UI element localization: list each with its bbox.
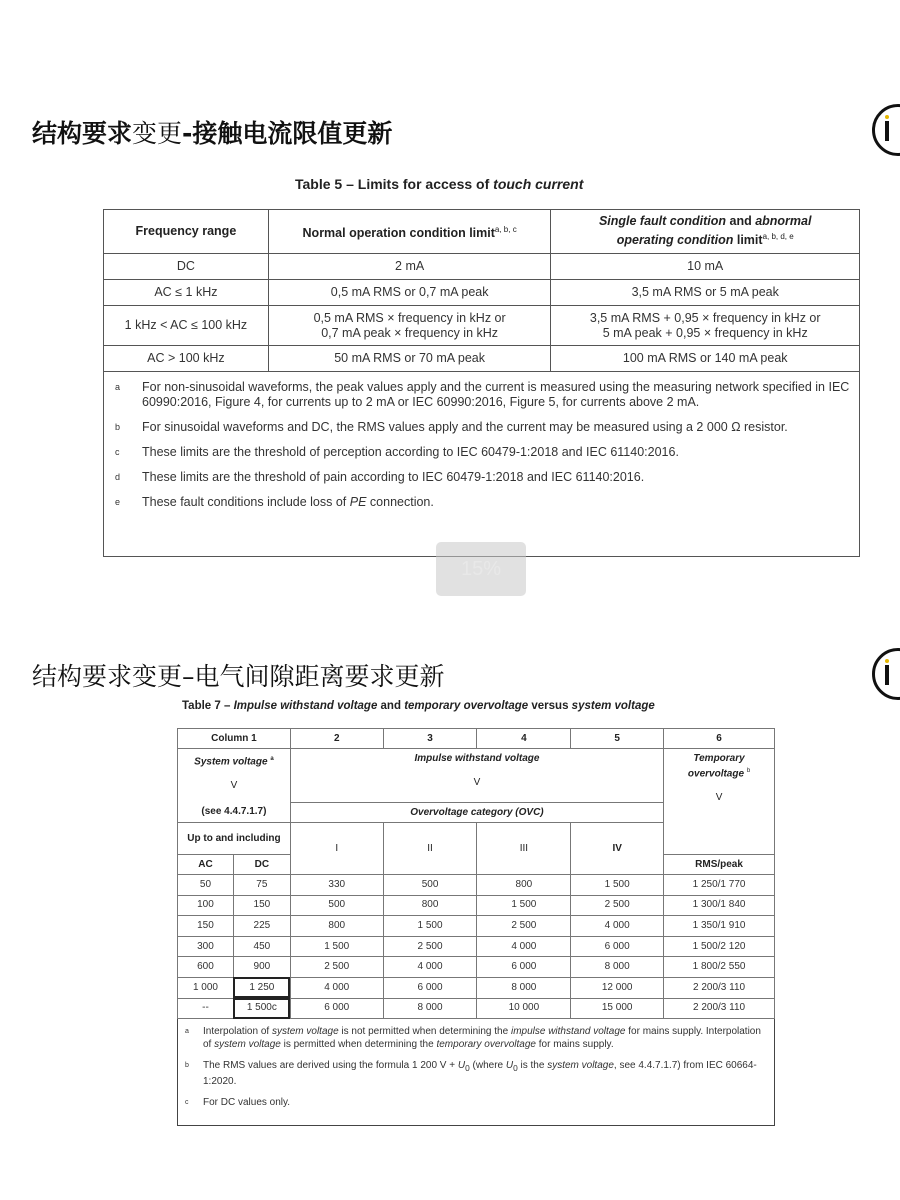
table-row — [104, 254, 860, 280]
text: and — [726, 214, 756, 229]
cell-fault — [551, 306, 860, 346]
text: is permitted when determining the — [280, 1039, 437, 1051]
footnote-a — [112, 380, 851, 410]
text: 500 — [383, 875, 477, 896]
table7-impulse-withstand-voltage — [177, 728, 775, 1126]
text: 0,5 mA RMS × frequency in kHz or — [313, 310, 506, 325]
header-ovc-iv: IV — [571, 823, 664, 875]
text: abnormal — [755, 214, 812, 229]
text: impulse withstand voltage — [510, 1026, 626, 1038]
text: e — [115, 497, 121, 507]
text: 225 — [233, 916, 290, 937]
text: Temporary overvoltage — [687, 753, 745, 780]
header-up-to-including: Up to and including — [178, 823, 291, 855]
text: These fault conditions include loss of — [142, 495, 350, 509]
header-frequency-range — [104, 210, 269, 254]
text: Overvoltage category (OVC) — [410, 806, 544, 818]
text: 8 000 — [571, 957, 664, 978]
text: 15 000 — [571, 998, 664, 1019]
text: 600 — [178, 957, 234, 978]
text: 100 — [178, 895, 234, 916]
footnote-e — [112, 495, 851, 510]
text: 4 000 — [571, 916, 664, 937]
text: Table 7 – — [182, 700, 234, 712]
text: is not permitted when determining the — [338, 1026, 511, 1038]
footnote-a — [182, 1025, 768, 1051]
text: for mains supply. — [535, 1039, 614, 1051]
table-row — [178, 875, 775, 896]
text: PE — [349, 495, 367, 509]
text: 1 800/2 550 — [664, 957, 775, 978]
text: system voltage — [271, 1026, 339, 1038]
table7-caption — [182, 700, 655, 712]
text: For DC values only. — [203, 1097, 291, 1109]
cell-fault: 100 mA RMS or 140 mA peak — [551, 346, 860, 372]
text: system voltage — [571, 700, 655, 712]
table-row — [104, 280, 860, 306]
text: 12 000 — [571, 977, 664, 998]
table-row — [104, 346, 860, 372]
text: 900 — [233, 957, 290, 978]
text: 2 500 — [477, 916, 571, 937]
table-notes — [104, 372, 860, 557]
caption-italic: touch current — [493, 176, 584, 192]
text: Frequency range — [135, 224, 237, 238]
text: For sinusoidal waveforms and DC, the RMS values apply and the current may be measured using a 2 000 Ω resistor. — [142, 420, 788, 434]
text: U — [505, 1060, 514, 1072]
text: 330 — [290, 875, 383, 896]
header-dc: DC — [233, 855, 290, 875]
header-row — [178, 749, 775, 803]
title-part: 变更 — [132, 119, 183, 148]
text: , see 4.4.7.1.7) from IEC 60664-1:2020. — [203, 1060, 757, 1088]
text: 500 — [290, 895, 383, 916]
text: 8 000 — [477, 977, 571, 998]
text: 2 500 — [383, 936, 477, 957]
table5-touch-current-limits — [103, 209, 860, 557]
header-normal-limit — [268, 210, 551, 254]
table-row — [178, 957, 775, 978]
header-ovc-i: I — [290, 823, 383, 875]
header-column-5: 5 — [571, 729, 664, 749]
table-row — [178, 895, 775, 916]
text: for mains supply. Interpolation of — [203, 1026, 761, 1051]
text: 6 000 — [383, 977, 477, 998]
header-temporary-overvoltage — [664, 749, 775, 855]
text: -- — [178, 998, 234, 1019]
header-column-3: 3 — [383, 729, 477, 749]
table-row — [178, 916, 775, 937]
text: 150 — [178, 916, 234, 937]
text: 800 — [290, 916, 383, 937]
header-system-voltage — [178, 749, 291, 803]
cell-normal: 50 mA RMS or 70 mA peak — [268, 346, 551, 372]
cell-normal: 0,5 mA RMS or 0,7 mA peak — [268, 280, 551, 306]
text: Single fault condition — [598, 214, 727, 229]
text: versus — [528, 700, 572, 712]
text: a — [115, 382, 121, 392]
text: d — [115, 472, 121, 482]
column-number-row — [178, 729, 775, 749]
table-row — [178, 998, 775, 1019]
header-ac: AC — [178, 855, 234, 875]
highlighted-cell: 1 500c — [233, 998, 290, 1019]
header-column-4: 4 — [477, 729, 571, 749]
text: limit — [733, 233, 763, 248]
cell-fault: 3,5 mA RMS or 5 mA peak — [551, 280, 860, 306]
header-ovc-iii: III — [477, 823, 571, 875]
text: 6 000 — [477, 957, 571, 978]
text: System voltage — [194, 756, 268, 768]
text: 4 000 — [383, 957, 477, 978]
text: 150 — [233, 895, 290, 916]
footnote-c — [182, 1096, 768, 1109]
text: system voltage — [214, 1039, 281, 1051]
text: 2 200/3 110 — [664, 998, 775, 1019]
text: The RMS values are derived using the formula 1 200 V + — [203, 1060, 458, 1072]
footnote-d — [112, 470, 851, 485]
title-part: 结构要求 — [32, 119, 133, 148]
logo-icon — [872, 648, 900, 700]
text: Interpolation of — [203, 1026, 272, 1038]
text: 4 000 — [290, 977, 383, 998]
text: connection. — [366, 495, 434, 509]
text: 0,7 mA peak × frequency in kHz — [321, 325, 499, 340]
text: c — [115, 447, 120, 457]
text: 1 250/1 770 — [664, 875, 775, 896]
text: 450 — [233, 936, 290, 957]
cell-normal: 2 mA — [268, 254, 551, 280]
header-rms-peak: RMS/peak — [664, 855, 775, 875]
header-see-ref: (see 4.4.7.1.7) — [178, 803, 291, 823]
table-row — [178, 936, 775, 957]
text: temporary overvoltage — [436, 1039, 536, 1051]
text: 6 000 — [571, 936, 664, 957]
text: b — [115, 422, 121, 432]
text: a — [185, 1028, 189, 1036]
text: V — [715, 792, 723, 804]
text: 1 000 — [178, 977, 234, 998]
text: 8 000 — [383, 998, 477, 1019]
table-notes — [178, 1019, 775, 1126]
text: a — [270, 756, 274, 762]
text: Normal operation condition limit — [302, 226, 495, 241]
header-ovc — [290, 803, 663, 823]
text: 300 — [178, 936, 234, 957]
text: Impulse withstand voltage — [414, 753, 540, 764]
text: is the — [517, 1060, 548, 1072]
text: 1 300/1 840 — [664, 895, 775, 916]
text: 50 — [178, 875, 234, 896]
text: 1 350/1 910 — [664, 916, 775, 937]
text: 4 000 — [477, 936, 571, 957]
text: 0 — [513, 1063, 518, 1074]
highlighted-cell: 1 250 — [233, 977, 290, 998]
section-title-clearance: 结构要求变更–电气间隙距离要求更新 — [32, 662, 445, 691]
header-impulse-withstand — [290, 749, 663, 803]
title-part: -接触电流限值更新 — [182, 119, 393, 148]
table-row — [178, 977, 775, 998]
header-column-1: Column 1 — [178, 729, 291, 749]
cell-frequency: AC ≤ 1 kHz — [104, 280, 269, 306]
table-notes-row — [104, 372, 860, 557]
caption-text: Table 5 – Limits for access of — [295, 176, 494, 192]
text: 1 500 — [290, 936, 383, 957]
table5-caption — [295, 176, 583, 192]
text: operating condition — [616, 233, 734, 248]
text: (where — [469, 1060, 506, 1072]
text: 2 500 — [571, 895, 664, 916]
header-column-2: 2 — [290, 729, 383, 749]
header-ovc-ii: II — [383, 823, 477, 875]
text: temporary overvoltage — [404, 700, 529, 712]
section-title-touch-current — [32, 114, 392, 150]
text: For non-sinusoidal waveforms, the peak values apply and the current is measured using the measuring network specified in IEC 60990:2016, Figure 4, for currents up to 2 mA or IEC 60990:2016, Figure 5, for currents above 2 mA. — [142, 380, 850, 409]
footnote-b — [182, 1059, 768, 1088]
zoom-percentage-overlay: 15% — [436, 542, 526, 596]
text: Impulse withstand voltage — [233, 700, 378, 712]
text: 10 000 — [477, 998, 571, 1019]
text: c — [185, 1099, 189, 1107]
text: These limits are the threshold of perception according to IEC 60479-1:2018 and IEC 61140:2016. — [142, 445, 679, 459]
text: b — [185, 1062, 189, 1070]
table-notes-row — [178, 1019, 775, 1126]
logo-icon — [872, 104, 900, 156]
footnote-b — [112, 420, 851, 435]
text: 5 mA peak + 0,95 × frequency in kHz — [602, 325, 808, 340]
cell-frequency: DC — [104, 254, 269, 280]
cell-fault: 10 mA — [551, 254, 860, 280]
text: 2 500 — [290, 957, 383, 978]
text: 1 500/2 120 — [664, 936, 775, 957]
cell-frequency: AC > 100 kHz — [104, 346, 269, 372]
cell-normal — [268, 306, 551, 346]
text: a, b, d, e — [762, 232, 794, 242]
text: 1 500 — [477, 895, 571, 916]
text: 6 000 — [290, 998, 383, 1019]
footnote-c — [112, 445, 851, 460]
text: 800 — [383, 895, 477, 916]
table-row — [104, 306, 860, 346]
text: 2 200/3 110 — [664, 977, 775, 998]
header-column-6: 6 — [664, 729, 775, 749]
text: 75 — [233, 875, 290, 896]
text: V — [473, 777, 481, 788]
text: 1 500 — [383, 916, 477, 937]
text: and — [377, 700, 405, 712]
text: V — [230, 780, 238, 792]
cell-frequency: 1 kHz < AC ≤ 100 kHz — [104, 306, 269, 346]
text: b — [746, 768, 751, 774]
text: system voltage — [547, 1060, 614, 1072]
text: These limits are the threshold of pain according to IEC 60479-1:2018 and IEC 61140:2016. — [142, 470, 645, 484]
text: 1 500 — [571, 875, 664, 896]
text: 3,5 mA RMS + 0,95 × frequency in kHz or — [589, 310, 821, 325]
header-fault-limit — [551, 210, 860, 254]
table-header-row — [104, 210, 860, 254]
text: a, b, c — [494, 224, 517, 234]
text: 800 — [477, 875, 571, 896]
text: 0 — [465, 1063, 470, 1074]
text: U — [457, 1060, 466, 1072]
